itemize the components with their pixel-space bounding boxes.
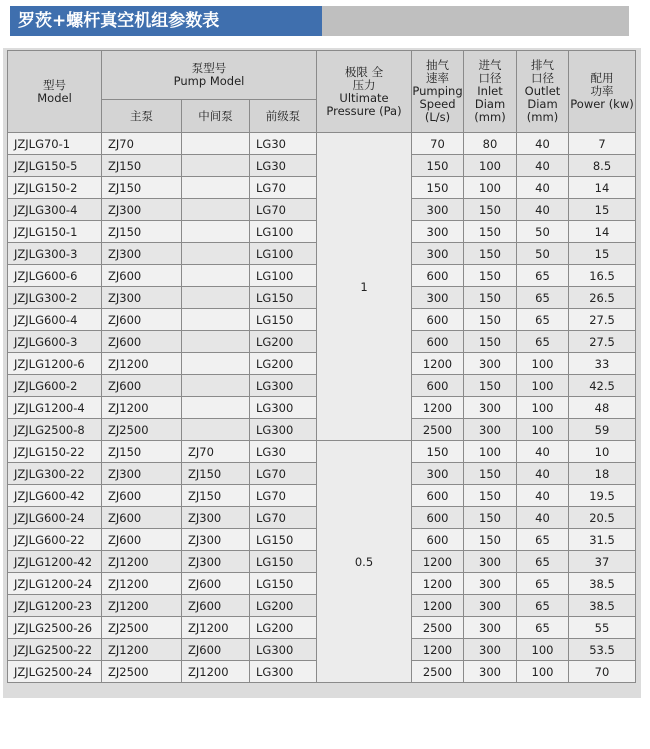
cell-power: 42.5 <box>569 375 636 397</box>
cell-outlet-diam: 40 <box>517 441 569 463</box>
cell-main-pump: ZJ1200 <box>102 639 182 661</box>
cell-fore-pump: LG150 <box>250 287 317 309</box>
cell-fore-pump: LG100 <box>250 221 317 243</box>
cell-inlet-diam: 300 <box>464 353 517 375</box>
cell-main-pump: ZJ150 <box>102 441 182 463</box>
cell-outlet-diam: 65 <box>517 573 569 595</box>
cell-outlet-diam: 40 <box>517 155 569 177</box>
cell-power: 7 <box>569 133 636 155</box>
cell-middle-pump <box>182 353 250 375</box>
cell-pumping-speed: 150 <box>412 177 464 199</box>
cell-power: 18 <box>569 463 636 485</box>
cell-inlet-diam: 300 <box>464 661 517 683</box>
cell-pumping-speed: 2500 <box>412 419 464 441</box>
cell-power: 70 <box>569 661 636 683</box>
cell-middle-pump <box>182 199 250 221</box>
table-row <box>8 133 636 155</box>
cell-middle-pump: ZJ70 <box>182 441 250 463</box>
cell-fore-pump: LG100 <box>250 243 317 265</box>
cell-middle-pump <box>182 265 250 287</box>
cell-power: 27.5 <box>569 331 636 353</box>
cell-middle-pump <box>182 177 250 199</box>
cell-power: 14 <box>569 221 636 243</box>
cell-model: JZJLG600-24 <box>8 507 102 529</box>
cell-power: 33 <box>569 353 636 375</box>
cell-main-pump: ZJ2500 <box>102 419 182 441</box>
cell-outlet-diam: 100 <box>517 639 569 661</box>
model-en: Model <box>37 90 72 105</box>
cell-model: JZJLG2500-26 <box>8 617 102 639</box>
cell-model: JZJLG70-1 <box>8 133 102 155</box>
cell-middle-pump: ZJ1200 <box>182 617 250 639</box>
cell-model: JZJLG1200-23 <box>8 595 102 617</box>
cell-power: 59 <box>569 419 636 441</box>
pump-model-en: Pump Model <box>173 74 245 88</box>
cell-inlet-diam: 150 <box>464 507 517 529</box>
cell-fore-pump: LG200 <box>250 617 317 639</box>
cell-outlet-diam: 100 <box>517 661 569 683</box>
cell-fore-pump: LG70 <box>250 485 317 507</box>
cell-outlet-diam: 40 <box>517 463 569 485</box>
cell-model: JZJLG1200-42 <box>8 551 102 573</box>
cell-main-pump: ZJ1200 <box>102 595 182 617</box>
power-en: Power (kw) <box>570 97 634 111</box>
cell-main-pump: ZJ1200 <box>102 551 182 573</box>
cell-main-pump: ZJ2500 <box>102 617 182 639</box>
col-header-fore-pump: 前级泵 <box>250 100 317 133</box>
cell-pumping-speed: 1200 <box>412 639 464 661</box>
cell-middle-pump <box>182 287 250 309</box>
cell-model: JZJLG300-4 <box>8 199 102 221</box>
document-title: 罗茨+螺杆真空机组参数表 <box>10 6 322 36</box>
model-cn: 型号 <box>43 77 66 92</box>
cell-outlet-diam: 40 <box>517 199 569 221</box>
cell-fore-pump: LG70 <box>250 199 317 221</box>
cell-fore-pump: LG200 <box>250 595 317 617</box>
cell-main-pump: ZJ600 <box>102 485 182 507</box>
cell-model: JZJLG2500-22 <box>8 639 102 661</box>
inlet-en: Inlet Diam (mm) <box>474 84 506 124</box>
cell-middle-pump: ZJ150 <box>182 485 250 507</box>
table-body <box>8 133 636 683</box>
cell-fore-pump: LG300 <box>250 375 317 397</box>
cell-main-pump: ZJ300 <box>102 287 182 309</box>
cell-inlet-diam: 100 <box>464 177 517 199</box>
cell-outlet-diam: 50 <box>517 243 569 265</box>
cell-fore-pump: LG70 <box>250 177 317 199</box>
cell-middle-pump: ZJ300 <box>182 507 250 529</box>
col-header-power <box>569 51 636 133</box>
parameter-table <box>7 50 636 683</box>
cell-inlet-diam: 300 <box>464 573 517 595</box>
cell-model: JZJLG300-3 <box>8 243 102 265</box>
cell-outlet-diam: 65 <box>517 529 569 551</box>
cell-middle-pump <box>182 419 250 441</box>
cell-fore-pump: LG200 <box>250 331 317 353</box>
cell-pumping-speed: 1200 <box>412 573 464 595</box>
cell-fore-pump: LG70 <box>250 463 317 485</box>
cell-main-pump: ZJ1200 <box>102 353 182 375</box>
cell-outlet-diam: 100 <box>517 353 569 375</box>
cell-inlet-diam: 150 <box>464 243 517 265</box>
cell-power: 48 <box>569 397 636 419</box>
cell-middle-pump: ZJ150 <box>182 463 250 485</box>
cell-outlet-diam: 40 <box>517 177 569 199</box>
cell-power: 16.5 <box>569 265 636 287</box>
cell-model: JZJLG150-2 <box>8 177 102 199</box>
cell-fore-pump: LG300 <box>250 419 317 441</box>
cell-power: 10 <box>569 441 636 463</box>
cell-fore-pump: LG30 <box>250 441 317 463</box>
cell-outlet-diam: 65 <box>517 331 569 353</box>
cell-inlet-diam: 300 <box>464 419 517 441</box>
col-header-middle-pump: 中间泵 <box>182 100 250 133</box>
cell-power: 20.5 <box>569 507 636 529</box>
cell-pumping-speed: 70 <box>412 133 464 155</box>
cell-outlet-diam: 65 <box>517 551 569 573</box>
cell-power: 38.5 <box>569 595 636 617</box>
cell-fore-pump: LG70 <box>250 507 317 529</box>
cell-power: 37 <box>569 551 636 573</box>
cell-main-pump: ZJ600 <box>102 529 182 551</box>
cell-middle-pump <box>182 133 250 155</box>
cell-pumping-speed: 150 <box>412 441 464 463</box>
header-row-1 <box>8 51 636 100</box>
cell-main-pump: ZJ600 <box>102 265 182 287</box>
cell-pumping-speed: 300 <box>412 199 464 221</box>
cell-outlet-diam: 100 <box>517 375 569 397</box>
cell-model: JZJLG150-22 <box>8 441 102 463</box>
cell-power: 26.5 <box>569 287 636 309</box>
cell-outlet-diam: 65 <box>517 617 569 639</box>
cell-pumping-speed: 600 <box>412 375 464 397</box>
cell-model: JZJLG2500-8 <box>8 419 102 441</box>
outlet-en: Outlet Diam (mm) <box>524 84 561 124</box>
cell-fore-pump: LG30 <box>250 155 317 177</box>
cell-model: JZJLG150-1 <box>8 221 102 243</box>
cell-model: JZJLG1200-6 <box>8 353 102 375</box>
cell-main-pump: ZJ300 <box>102 463 182 485</box>
cell-inlet-diam: 150 <box>464 221 517 243</box>
cell-model: JZJLG300-2 <box>8 287 102 309</box>
col-header-model <box>8 51 102 133</box>
cell-inlet-diam: 150 <box>464 287 517 309</box>
cell-main-pump: ZJ1200 <box>102 573 182 595</box>
cell-pumping-speed: 300 <box>412 243 464 265</box>
cell-pumping-speed: 2500 <box>412 661 464 683</box>
cell-pumping-speed: 1200 <box>412 397 464 419</box>
cell-power: 15 <box>569 243 636 265</box>
cell-fore-pump: LG150 <box>250 529 317 551</box>
cell-middle-pump <box>182 309 250 331</box>
col-header-inlet <box>464 51 517 133</box>
cell-fore-pump: LG150 <box>250 309 317 331</box>
cell-main-pump: ZJ600 <box>102 331 182 353</box>
cell-main-pump: ZJ600 <box>102 375 182 397</box>
cell-model: JZJLG600-22 <box>8 529 102 551</box>
cell-inlet-diam: 150 <box>464 309 517 331</box>
cell-outlet-diam: 40 <box>517 485 569 507</box>
cell-main-pump: ZJ1200 <box>102 397 182 419</box>
cell-pumping-speed: 2500 <box>412 617 464 639</box>
cell-power: 15 <box>569 199 636 221</box>
col-header-outlet <box>517 51 569 133</box>
cell-model: JZJLG600-3 <box>8 331 102 353</box>
cell-pumping-speed: 600 <box>412 309 464 331</box>
cell-model: JZJLG600-6 <box>8 265 102 287</box>
cell-outlet-diam: 40 <box>517 133 569 155</box>
cell-main-pump: ZJ600 <box>102 507 182 529</box>
cell-main-pump: ZJ150 <box>102 155 182 177</box>
cell-middle-pump <box>182 155 250 177</box>
cell-inlet-diam: 150 <box>464 463 517 485</box>
cell-pumping-speed: 600 <box>412 507 464 529</box>
cell-inlet-diam: 150 <box>464 375 517 397</box>
cell-power: 53.5 <box>569 639 636 661</box>
cell-outlet-diam: 100 <box>517 419 569 441</box>
cell-model: JZJLG600-42 <box>8 485 102 507</box>
cell-inlet-diam: 150 <box>464 331 517 353</box>
cell-power: 14 <box>569 177 636 199</box>
cell-pumping-speed: 600 <box>412 485 464 507</box>
cell-middle-pump: ZJ600 <box>182 573 250 595</box>
cell-middle-pump <box>182 397 250 419</box>
cell-main-pump: ZJ150 <box>102 177 182 199</box>
cell-middle-pump: ZJ300 <box>182 551 250 573</box>
cell-pumping-speed: 300 <box>412 463 464 485</box>
cell-main-pump: ZJ300 <box>102 243 182 265</box>
cell-inlet-diam: 150 <box>464 485 517 507</box>
cell-pumping-speed: 1200 <box>412 353 464 375</box>
cell-pumping-speed: 600 <box>412 265 464 287</box>
cell-inlet-diam: 100 <box>464 441 517 463</box>
cell-fore-pump: LG300 <box>250 661 317 683</box>
cell-model: JZJLG150-5 <box>8 155 102 177</box>
cell-power: 8.5 <box>569 155 636 177</box>
cell-model: JZJLG600-2 <box>8 375 102 397</box>
speed-en: Pumping Speed (L/s) <box>412 84 463 124</box>
cell-pumping-speed: 600 <box>412 331 464 353</box>
cell-power: 27.5 <box>569 309 636 331</box>
cell-pumping-speed: 1200 <box>412 595 464 617</box>
cell-inlet-diam: 300 <box>464 551 517 573</box>
speed-cn: 抽气 速率 <box>426 58 449 85</box>
cell-pumping-speed: 300 <box>412 221 464 243</box>
cell-fore-pump: LG100 <box>250 265 317 287</box>
cell-outlet-diam: 65 <box>517 309 569 331</box>
cell-inlet-diam: 150 <box>464 199 517 221</box>
cell-main-pump: ZJ70 <box>102 133 182 155</box>
cell-fore-pump: LG150 <box>250 573 317 595</box>
cell-model: JZJLG1200-4 <box>8 397 102 419</box>
cell-main-pump: ZJ600 <box>102 309 182 331</box>
pressure-cn: 极限 全压力 <box>344 64 384 92</box>
cell-main-pump: ZJ2500 <box>102 661 182 683</box>
cell-inlet-diam: 300 <box>464 397 517 419</box>
cell-pumping-speed: 300 <box>412 287 464 309</box>
outlet-cn: 排气 口径 <box>531 58 554 85</box>
cell-middle-pump <box>182 221 250 243</box>
cell-inlet-diam: 300 <box>464 617 517 639</box>
cell-outlet-diam: 65 <box>517 287 569 309</box>
cell-power: 31.5 <box>569 529 636 551</box>
cell-main-pump: ZJ150 <box>102 221 182 243</box>
cell-pumping-speed: 150 <box>412 155 464 177</box>
power-cn: 配用 功率 <box>590 71 614 98</box>
cell-outlet-diam: 100 <box>517 397 569 419</box>
cell-middle-pump: ZJ300 <box>182 529 250 551</box>
pressure-en: Ultimate Pressure (Pa) <box>326 90 402 118</box>
cell-middle-pump <box>182 243 250 265</box>
col-header-main-pump: 主泵 <box>102 100 182 133</box>
cell-power: 38.5 <box>569 573 636 595</box>
cell-power: 55 <box>569 617 636 639</box>
cell-inlet-diam: 150 <box>464 529 517 551</box>
cell-model: JZJLG600-4 <box>8 309 102 331</box>
cell-fore-pump: LG300 <box>250 397 317 419</box>
cell-main-pump: ZJ300 <box>102 199 182 221</box>
cell-inlet-diam: 100 <box>464 155 517 177</box>
cell-outlet-diam: 40 <box>517 507 569 529</box>
cell-inlet-diam: 80 <box>464 133 517 155</box>
cell-fore-pump: LG300 <box>250 639 317 661</box>
cell-middle-pump: ZJ600 <box>182 595 250 617</box>
cell-ultimate-pressure: 0.5 <box>317 441 412 683</box>
table-row <box>8 441 636 463</box>
cell-outlet-diam: 50 <box>517 221 569 243</box>
cell-ultimate-pressure: 1 <box>317 133 412 441</box>
cell-middle-pump: ZJ600 <box>182 639 250 661</box>
cell-model: JZJLG300-22 <box>8 463 102 485</box>
cell-fore-pump: LG200 <box>250 353 317 375</box>
col-header-pump-model <box>102 51 317 100</box>
title-bar-extension <box>322 6 629 36</box>
cell-inlet-diam: 150 <box>464 265 517 287</box>
cell-model: JZJLG2500-24 <box>8 661 102 683</box>
cell-middle-pump <box>182 331 250 353</box>
cell-middle-pump: ZJ1200 <box>182 661 250 683</box>
cell-outlet-diam: 65 <box>517 265 569 287</box>
cell-pumping-speed: 1200 <box>412 551 464 573</box>
cell-pumping-speed: 600 <box>412 529 464 551</box>
cell-outlet-diam: 65 <box>517 595 569 617</box>
cell-fore-pump: LG150 <box>250 551 317 573</box>
col-header-speed <box>412 51 464 133</box>
cell-power: 19.5 <box>569 485 636 507</box>
pump-model-cn: 泵型号 <box>191 61 227 75</box>
cell-middle-pump <box>182 375 250 397</box>
cell-inlet-diam: 300 <box>464 595 517 617</box>
col-header-pressure <box>317 51 412 133</box>
cell-model: JZJLG1200-24 <box>8 573 102 595</box>
cell-inlet-diam: 300 <box>464 639 517 661</box>
inlet-cn: 进气 口径 <box>478 58 502 85</box>
cell-fore-pump: LG30 <box>250 133 317 155</box>
